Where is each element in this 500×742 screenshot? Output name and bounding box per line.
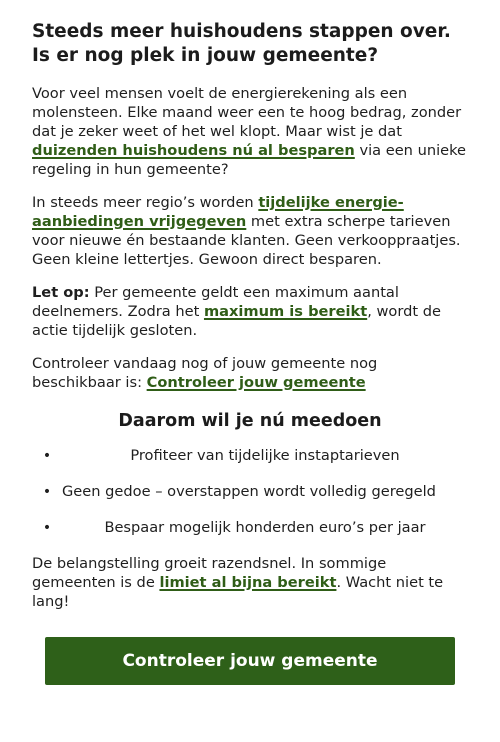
maximum-reached-link[interactable]: maximum is bereikt	[203, 303, 368, 320]
check-paragraph	[32, 354, 468, 392]
benefit-text: Bespaar mogelijk honderden euro’s per jaar	[104, 519, 426, 536]
notice-paragraph	[32, 283, 468, 340]
check-municipality-link[interactable]: Controleer jouw gemeente	[146, 374, 366, 391]
benefit-text: Profiteer van tijdelijke instaptarieven	[130, 447, 400, 464]
benefit-text: Geen gedoe – overstappen wordt volledig geregeld	[62, 483, 436, 500]
section-heading: Daarom wil je nú meedoen	[118, 411, 382, 431]
check-text: Controleer vandaag nog of jouw gemeente nog beschikbaar is:	[32, 355, 378, 391]
notice-text-1: Per gemeente geldt een maximum aantal deelnemers. Zodra het	[32, 284, 399, 320]
energy-offers-link[interactable]: tijdelijke energie-aanbiedingen vrijgegeven	[32, 194, 404, 230]
list-item	[32, 446, 468, 466]
regions-text-1: In steeds meer regio’s worden	[32, 194, 259, 211]
bullet-icon: •	[42, 448, 52, 464]
cta-container	[32, 637, 468, 685]
notice-label: Let op:	[32, 284, 90, 301]
limit-reached-link[interactable]: limiet al bijna bereikt	[159, 574, 337, 591]
benefits-list	[32, 446, 468, 538]
list-item	[32, 518, 468, 538]
closing-text-2: . Wacht niet te lang!	[32, 574, 444, 610]
regions-text-2: met extra scherpe tarieven voor nieuwe én bestaande klanten. Geen verkooppraatjes. Geen kleine lettertjes. Gewoon direct besparen.	[32, 213, 461, 268]
intro-paragraph	[32, 84, 468, 179]
intro-text-1: Voor veel mensen voelt de energierekening als een molensteen. Elke maand weer een te hoog bedrag, zonder dat je zeker weet of het wel klopt. Maar wist je dat	[32, 85, 462, 140]
intro-text-2: via een unieke regeling in hun gemeente?	[32, 142, 467, 178]
page-title: Steeds meer huishoudens stappen over. Is er nog plek in jouw gemeente?	[32, 21, 451, 66]
closing-text-1: De belangstelling groeit razendsnel. In sommige gemeenten is de	[32, 555, 387, 591]
bullet-icon: •	[42, 484, 52, 500]
check-municipality-button[interactable]: Controleer jouw gemeente	[45, 637, 455, 685]
closing-paragraph	[32, 554, 468, 611]
bullet-icon: •	[42, 520, 52, 536]
regions-paragraph	[32, 193, 468, 269]
households-saving-link[interactable]: duizenden huishoudens nú al besparen	[32, 142, 355, 159]
notice-text-2: , wordt de actie tijdelijk gesloten.	[32, 303, 441, 339]
list-item	[32, 482, 468, 502]
